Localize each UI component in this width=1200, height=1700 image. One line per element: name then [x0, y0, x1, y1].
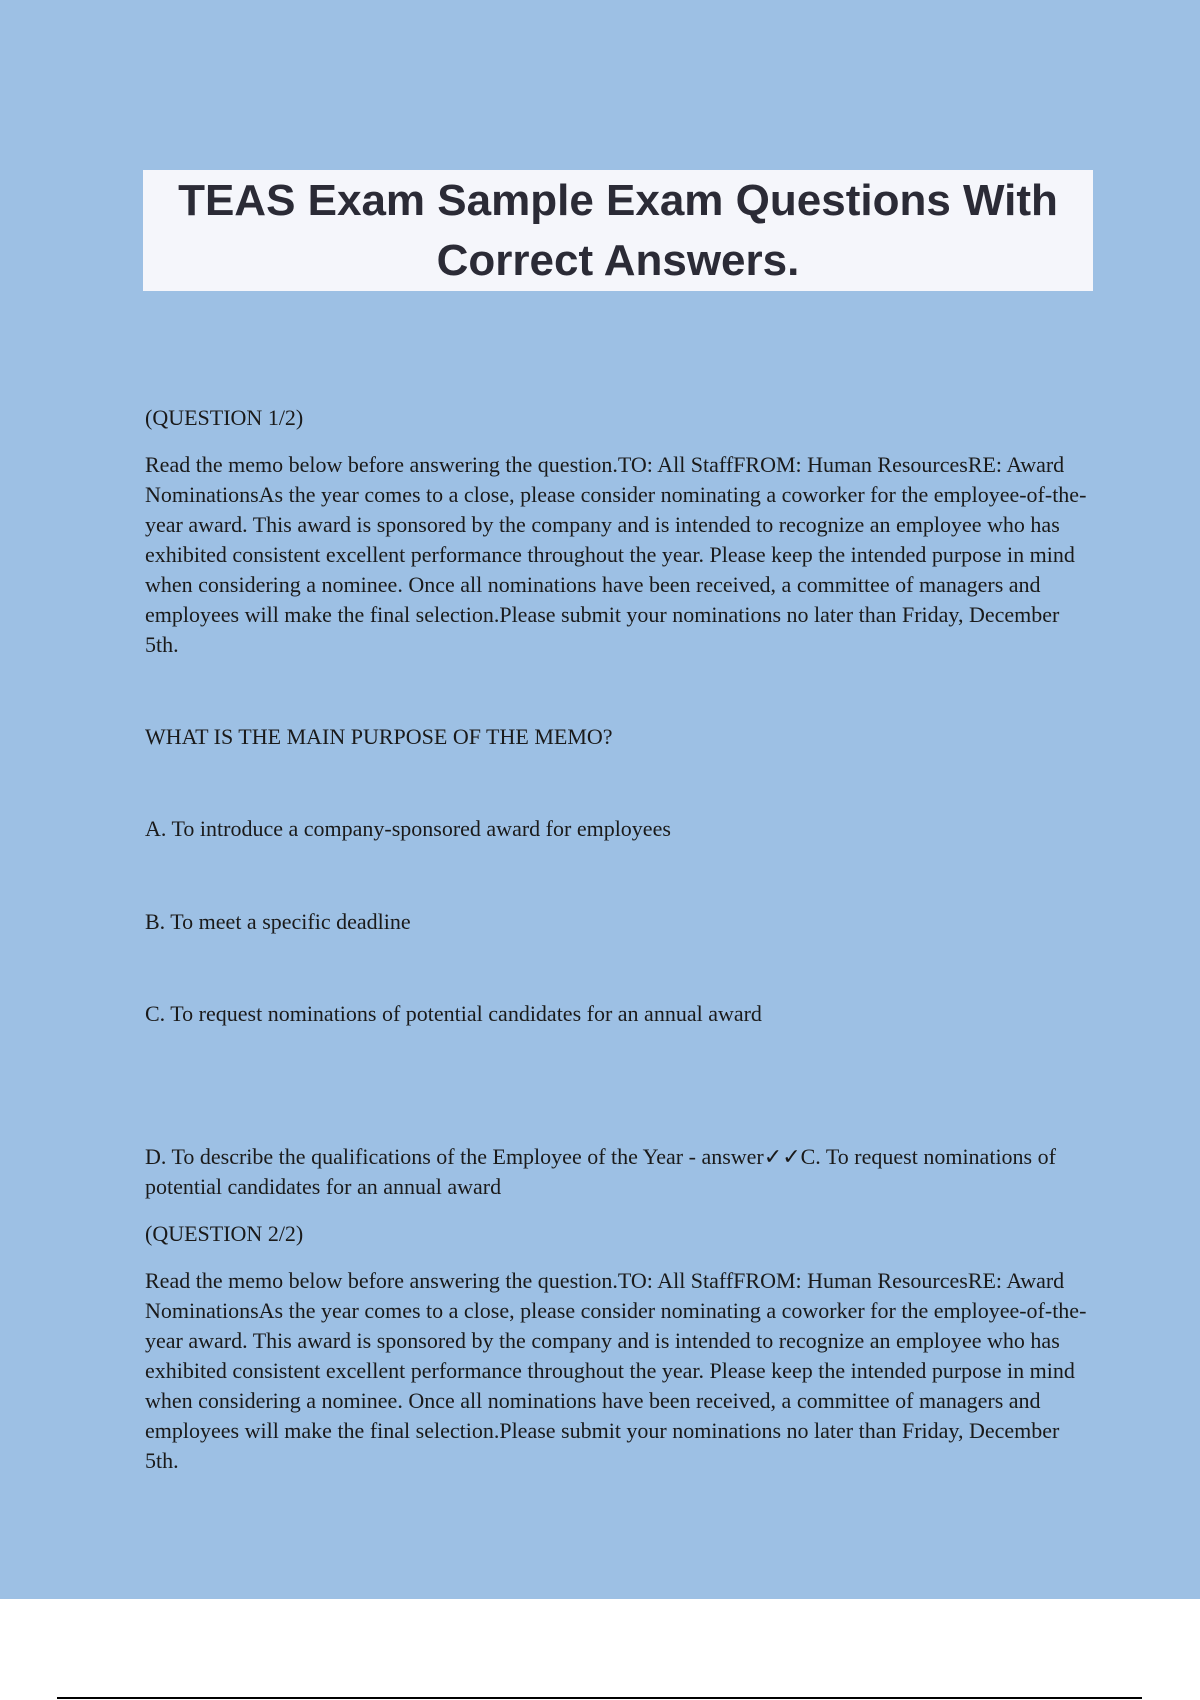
question-2-heading: (QUESTION 2/2) — [145, 1221, 304, 1246]
question-1-option-d-answer: D. To describe the qualifications of the Employee of the Year - answer✓✓C. To request nominations of potential candidates for an annual award — [145, 1144, 1056, 1199]
question-1-passage: Read the memo below before answering the question.TO: All StaffFROM: Human ResourcesRE: Award NominationsAs the year comes to a close, please consider nominating a coworker for the employee-of-the-year award. This award is sponsored by the company and is intended to recognize an employee who has exhibited consistent excellent performance throughout the year. Please keep the intended purpose in mind when considering a nominee. Once all nominations have been received, a committee of managers and employees will make the final selection.Please submit your nominations no later than Friday, December 5th. — [145, 452, 1087, 657]
document-title: TEAS Exam Sample Exam Questions With Correct Answers. — [178, 175, 1058, 285]
question-1-option-b: B. To meet a specific deadline — [145, 909, 411, 934]
question-1-option-c: C. To request nominations of potential candidates for an annual award — [145, 1001, 762, 1026]
question-1-option-a: A. To introduce a company-sponsored award for employees — [145, 816, 671, 841]
question-2-passage: Read the memo below before answering the question.TO: All StaffFROM: Human ResourcesRE: Award NominationsAs the year comes to a close, please consider nominating a coworker for the employee-of-the-year award. This award is sponsored by the company and is intended to recognize an employee who has exhibited consistent excellent performance throughout the year. Please keep the intended purpose in mind when considering a nominee. Once all nominations have been received, a committee of managers and employees will make the final selection.Please submit your nominations no later than Friday, December 5th. — [145, 1268, 1087, 1473]
question-1-heading: (QUESTION 1/2) — [145, 405, 304, 430]
question-1-prompt: WHAT IS THE MAIN PURPOSE OF THE MEMO? — [145, 724, 613, 749]
title-box — [143, 170, 1093, 291]
footer-divider — [57, 1697, 1142, 1699]
